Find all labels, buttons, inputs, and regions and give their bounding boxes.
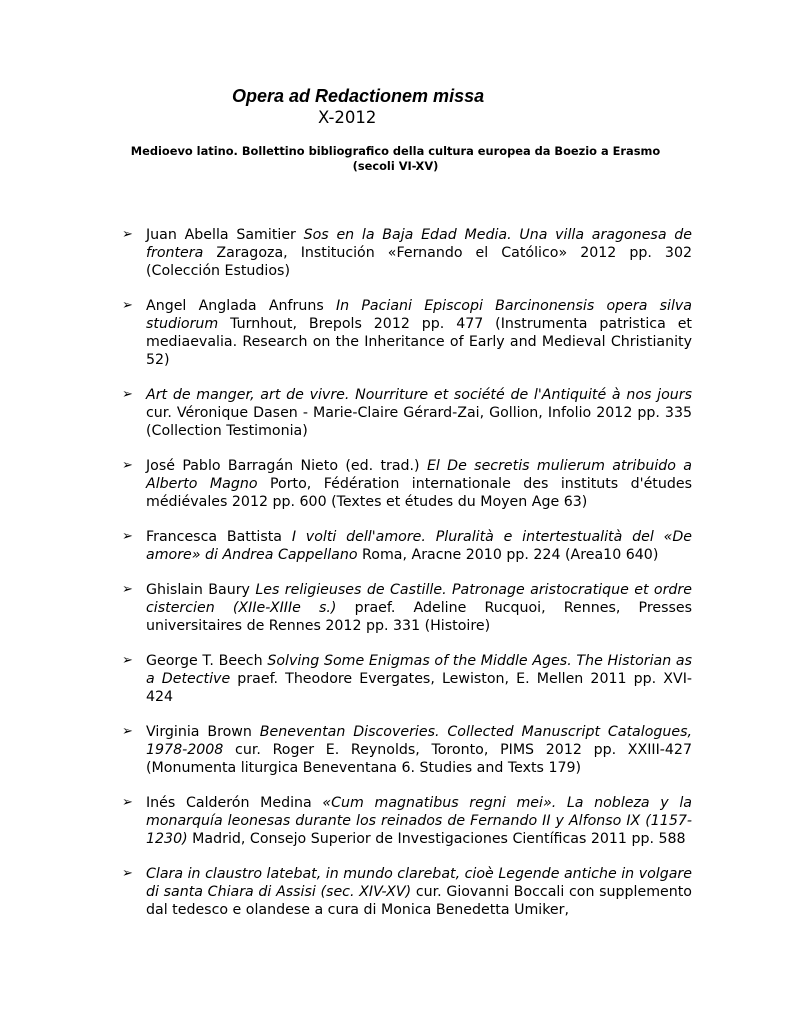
list-item: [122, 226, 692, 280]
list-item: [122, 865, 692, 919]
entry-title: Beneventan Discoveries. Collected Manuscript Catalogues, 1978-2008: [146, 724, 692, 758]
entry-details: Zaragoza, Institución «Fernando el Católico» 2012 pp. 302 (Colección Estudios): [146, 245, 692, 279]
entry-title: Les religieuses de Castille. Patronage aristocratique et ordre cistercien (XIIe-XIIIe s.): [146, 582, 692, 616]
entry-title: Clara in claustro latebat, in mundo clarebat, cioè Legende antiche in volgare di santa Chiara di Assisi (sec. XIV-XV): [146, 866, 692, 900]
arrow-bullet-icon: ➢: [122, 653, 133, 668]
publication-subtitle: [100, 144, 691, 174]
entry-details: cur. Roger E. Reynolds, Toronto, PIMS 2012 pp. XXIII-427 (Monumenta liturgica Beneventana 6. Studies and Texts 179): [146, 742, 692, 776]
entry-author: Ghislain Baury: [146, 582, 256, 598]
entry-details: cur. Giovanni Boccali con supplemento dal tedesco e olandese a cura di Monica Benedetta Umiker,: [146, 884, 692, 918]
arrow-bullet-icon: ➢: [122, 298, 133, 313]
entry-title: In Paciani Episcopi Barcinonensis opera silva studiorum: [146, 298, 692, 332]
entry-title: I volti dell'amore. Pluralità e intertestualità del «De amore» di Andrea Cappellano: [146, 529, 692, 563]
list-item: [122, 581, 692, 635]
arrow-bullet-icon: ➢: [122, 724, 133, 739]
entry-author: Virginia Brown: [146, 724, 260, 740]
entry-title: Art de manger, art de vivre. Nourriture et société de l'Antiquité à nos jours: [146, 387, 692, 403]
list-item: [122, 457, 692, 511]
entry-author: Inés Calderón Medina: [146, 795, 323, 811]
arrow-bullet-icon: ➢: [122, 866, 133, 881]
list-item: [122, 386, 692, 440]
arrow-bullet-icon: ➢: [122, 582, 133, 597]
arrow-bullet-icon: ➢: [122, 227, 133, 242]
arrow-bullet-icon: ➢: [122, 529, 133, 544]
entry-author: José Pablo Barragán Nieto (ed. trad.): [146, 458, 427, 474]
subtitle-line-2: (secoli VI-XV): [352, 159, 439, 173]
entry-details: praef. Adeline Rucquoi, Rennes, Presses universitaires de Rennes 2012 pp. 331 (Histoire): [146, 600, 692, 634]
entry-author: Francesca Battista: [146, 529, 292, 545]
list-item: [122, 652, 692, 706]
arrow-bullet-icon: ➢: [122, 387, 133, 402]
list-item: [122, 794, 692, 848]
edition-label: X-2012: [318, 108, 377, 127]
entry-details: praef. Theodore Evergates, Lewiston, E. Mellen 2011 pp. XVI-424: [146, 671, 692, 705]
entry-title: El De secretis mulierum atribuido a Alberto Magno: [146, 458, 692, 492]
entry-title: «Cum magnatibus regni mei». La nobleza y la monarquía leonesas durante los reinados de Fernando II y Alfonso IX (1157-1230): [146, 795, 692, 847]
list-item: [122, 723, 692, 777]
entry-author: Juan Abella Samitier: [146, 227, 304, 243]
entry-title: Solving Some Enigmas of the Middle Ages. The Historian as a Detective: [146, 653, 692, 687]
entry-details: Porto, Fédération internationale des instituts d'études médiévales 2012 pp. 600 (Textes et études du Moyen Age 63): [146, 476, 692, 510]
arrow-bullet-icon: ➢: [122, 795, 133, 810]
bibliography-list: [122, 226, 692, 936]
list-item: [122, 528, 692, 564]
entry-author: Angel Anglada Anfruns: [146, 298, 336, 314]
list-item: [122, 297, 692, 369]
entry-title: Sos en la Baja Edad Media. Una villa aragonesa de frontera: [146, 227, 692, 261]
entry-details: Roma, Aracne 2010 pp. 224 (Area10 640): [357, 547, 659, 563]
entry-details: Madrid, Consejo Superior de Investigaciones Científicas 2011 pp. 588: [187, 831, 686, 847]
entry-details: Turnhout, Brepols 2012 pp. 477 (Instrumenta patristica et mediaevalia. Research on the Inheritance of Early and Medieval Christianity 52): [146, 316, 692, 368]
page-title: Opera ad Redactionem missa: [232, 86, 485, 106]
entry-details: cur. Véronique Dasen - Marie-Claire Gérard-Zai, Gollion, Infolio 2012 pp. 335 (Collection Testimonia): [146, 405, 692, 439]
arrow-bullet-icon: ➢: [122, 458, 133, 473]
entry-author: George T. Beech: [146, 653, 268, 669]
subtitle-line-1: Medioevo latino. Bollettino bibliografico della cultura europea da Boezio a Erasmo: [130, 144, 661, 158]
